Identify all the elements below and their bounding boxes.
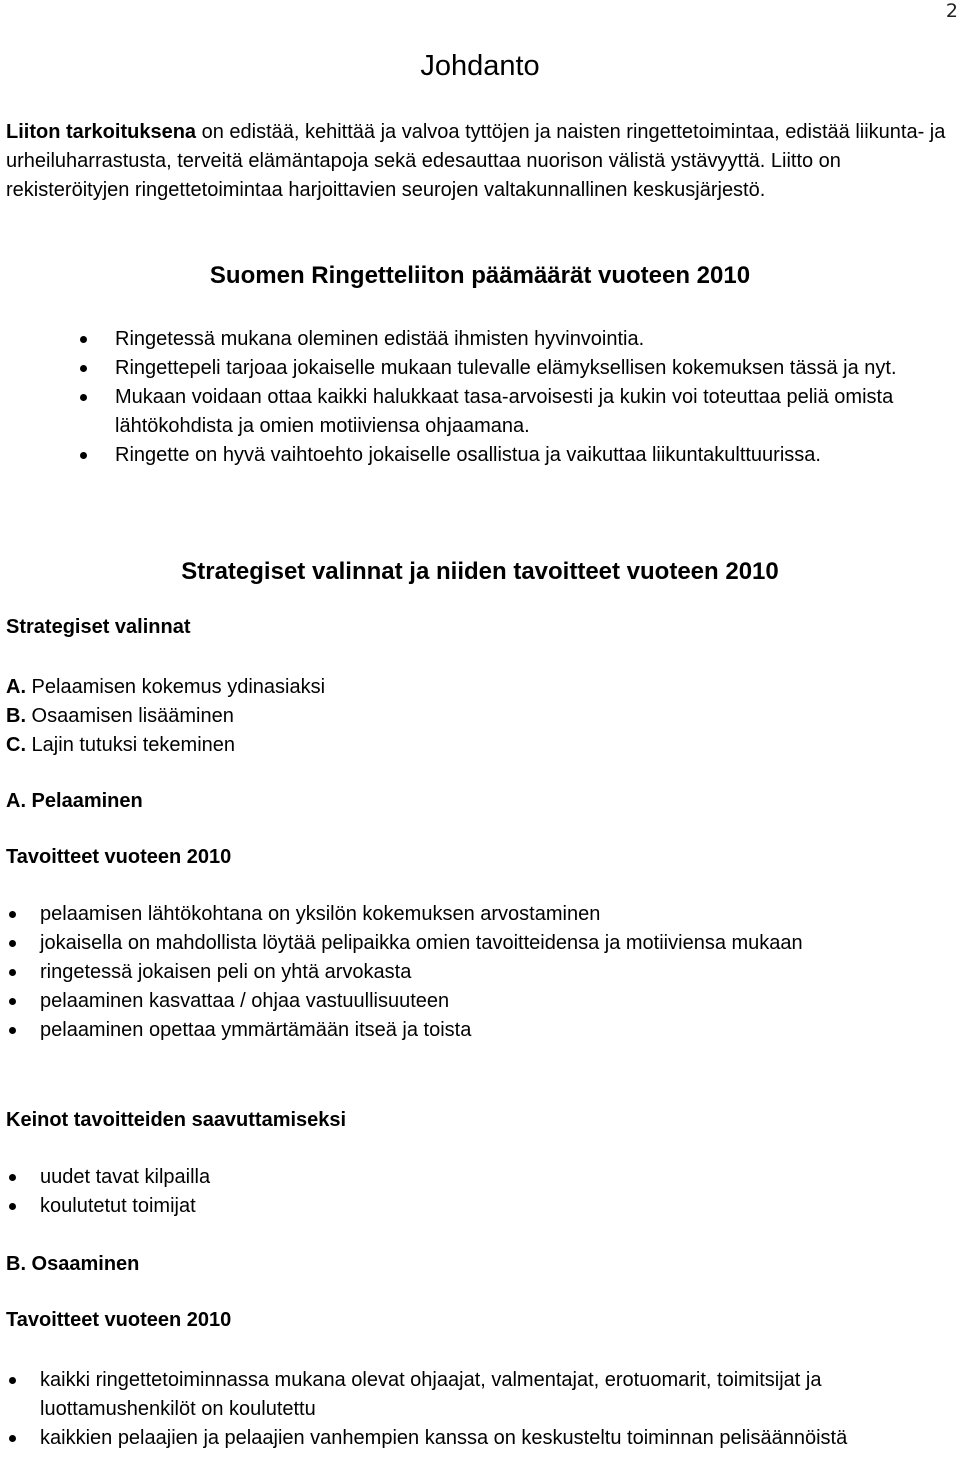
strategy-heading: Strategiset valinnat ja niiden tavoitteet vuoteen 2010 (181, 558, 779, 585)
list-item: ringetessä jokaisen peli on yhtä arvokasta (40, 958, 940, 987)
goals-heading: Suomen Ringetteliiton päämäärät vuoteen 2010 (209, 262, 751, 289)
section-a-goals-list (40, 900, 940, 1045)
bullet-icon (9, 1174, 16, 1181)
bullet-icon (9, 1377, 16, 1384)
bullet-icon (80, 452, 87, 459)
section-b-goals-list (40, 1366, 940, 1453)
list-item: pelaaminen kasvattaa / ohjaa vastuullisuuteen (40, 987, 940, 1016)
bullet-icon (9, 940, 16, 947)
list-item: Mukaan voidaan ottaa kaikki halukkaat tasa-arvoisesti ja kukin voi toteuttaa peliä omista lähtökohdista ja omien motiiviensa ohjaamana. (115, 383, 950, 441)
strategy-sub-heading: Strategiset valinnat (6, 616, 191, 638)
section-b-goals-heading: Tavoitteet vuoteen 2010 (6, 1309, 232, 1331)
list-item: Ringette on hyvä vaihtoehto jokaiselle osallistua ja vaikuttaa liikuntakulttuurissa. (115, 441, 950, 470)
list-item: Ringettepeli tarjoaa jokaiselle mukaan tulevalle elämyksellisen kokemuksen tässä ja nyt. (115, 354, 950, 383)
section-a-goals-heading: Tavoitteet vuoteen 2010 (6, 846, 232, 868)
section-b-heading: B. Osaaminen (6, 1253, 140, 1275)
intro-bold-lead: Liiton tarkoituksena (6, 121, 197, 143)
section-a-means-heading: Keinot tavoitteiden saavuttamiseksi (6, 1109, 347, 1131)
bullet-icon (9, 969, 16, 976)
choice-a: A. Pelaamisen kokemus ydinasiaksi (6, 676, 326, 698)
section-a-means-list (40, 1163, 940, 1221)
list-item: pelaaminen opettaa ymmärtämään itseä ja toista (40, 1016, 940, 1045)
document-title: Johdanto (420, 50, 540, 82)
list-item: kaikkien pelaajien ja pelaajien vanhempien kanssa on keskusteltu toiminnan pelisäännöistä (40, 1424, 940, 1453)
bullet-icon (9, 1203, 16, 1210)
list-item: kaikki ringettetoiminnassa mukana olevat ohjaajat, valmentajat, erotuomarit, toimitsijat ja luottamushenkilöt on koulutettu (40, 1366, 940, 1424)
list-item: Ringetessä mukana oleminen edistää ihmisten hyvinvointia. (115, 325, 950, 354)
bullet-icon (80, 336, 87, 343)
goals-list (115, 325, 950, 470)
bullet-icon (80, 394, 87, 401)
bullet-icon (80, 365, 87, 372)
section-a-heading: A. Pelaaminen (6, 790, 143, 812)
list-item: jokaisella on mahdollista löytää pelipaikka omien tavoitteidensa ja motiiviensa mukaan (40, 929, 940, 958)
strategy-choices (6, 673, 325, 760)
bullet-icon (9, 1027, 16, 1034)
list-item: koulutetut toimijat (40, 1192, 940, 1221)
choice-b: B. Osaamisen lisääminen (6, 705, 234, 727)
choice-c: C. Lajin tutuksi tekeminen (6, 734, 236, 756)
list-item: pelaamisen lähtökohtana on yksilön kokemuksen arvostaminen (40, 900, 940, 929)
bullet-icon (9, 998, 16, 1005)
intro-text: on edistää, kehittää ja valvoa tyttöjen ja naisten ringettetoimintaa, edistää liikunta- ja urheiluharrastusta, terveitä elämäntapoja sekä edesauttaa nuorison välistä ystävyyttä. Liitto on rekisteröityjen ringettetoimintaa harjoittavien seurojen valtakunnallinen keskusjärjestö. (6, 121, 946, 201)
bullet-icon (9, 1435, 16, 1442)
page-number: 2 (945, 0, 958, 22)
list-item: uudet tavat kilpailla (40, 1163, 940, 1192)
intro-paragraph (6, 118, 956, 205)
bullet-icon (9, 911, 16, 918)
